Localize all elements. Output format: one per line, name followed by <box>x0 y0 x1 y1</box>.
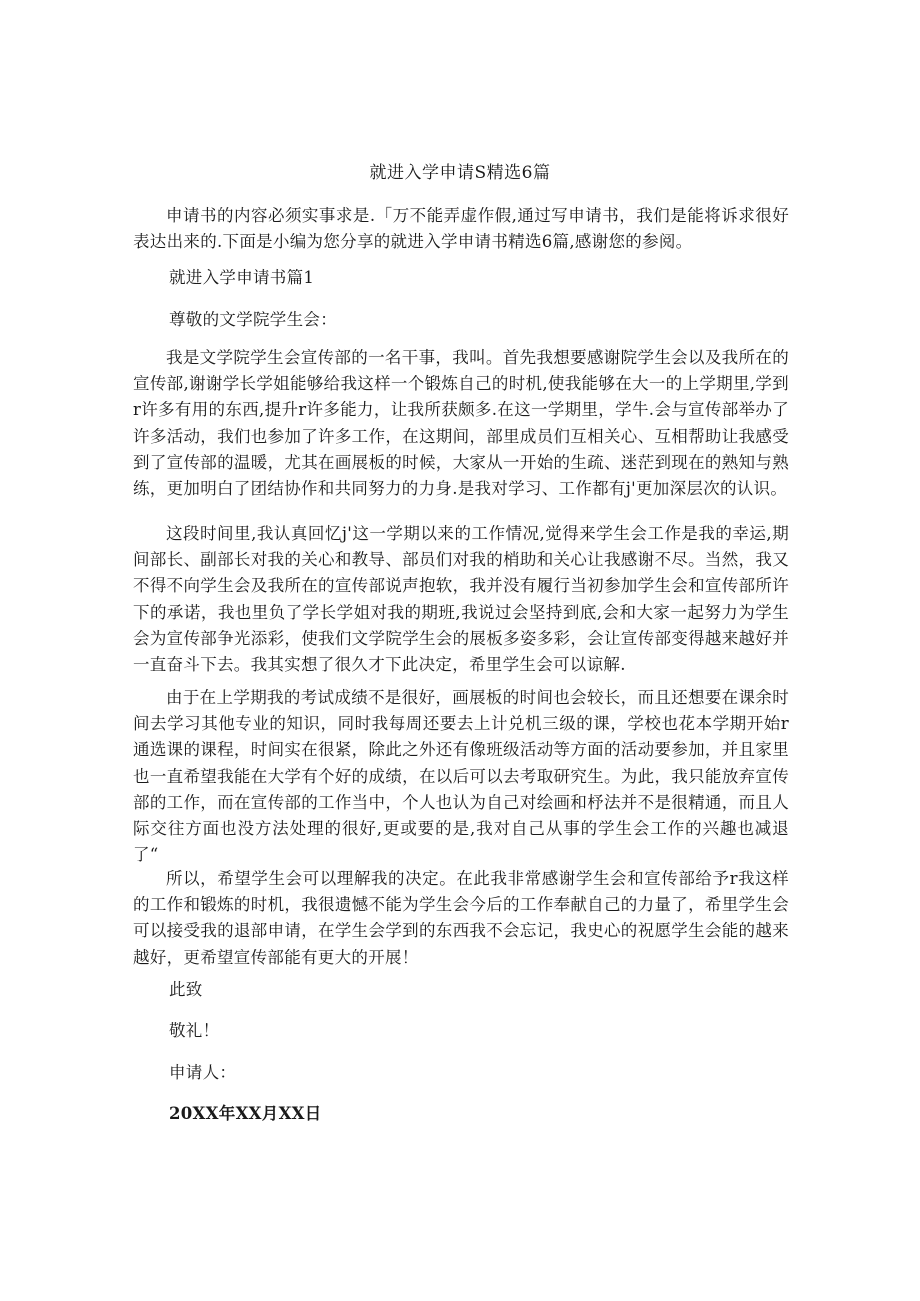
date-line: 20XX年XX月XX日 <box>169 1104 322 1123</box>
body-paragraph-4: 所以，希望学生会可以理解我的决定。在此我非常感谢学生会和宣传部给予r我这样的工作和锻炼的时机，我很遗憾不能为学生会今后的工作奉献自己的力量了，希里学生会可以接受我的退部申请，在学生会学到的东西我不会忘记，我史心的祝愿学生会能的越来越好，更希望宣传部能有更大的开展！ <box>133 869 789 967</box>
body-paragraph-1: 我是文学院学生会宣传部的一名干事，我叫。首先我想要感谢院学生会以及我所在的宣传部,谢谢学长学姐能够给我这样一个锻炼自己的时机,使我能够在大一的上学期里,学到r许多有用的东西,提升r许多能力，让我所获颇多.在这一学期里，学牛.会与宣传部举办了许多活动，我们也参加了许多工作，在这期间，部里成员们互相关心、互相帮助让我感受到了宣传部的温暖，尤其在画展板的时候，大家从一开始的生疏、迷茫到现在的熟知与熟练，更加明白了团结协作和共同努力的力身.是我对学习、工作都有j'更加深层次的认识。 <box>133 348 789 499</box>
closing-line: 此致 <box>169 980 203 999</box>
applicant-line: 申请人： <box>169 1063 237 1082</box>
body-paragraph-3: 由于在上学期我的考试成绩不是很好，画展板的时间也会较长，而且还想要在课余时间去学习其他专业的知识，同时我每周还要去上计兑机三级的课，学校也花本学期开始r通选课的课程，时间实在很紧，除此之外还有像班级活动等方面的活动要参加，并且家里也一直希望我能在大学有个好的成绩，在以后可以去考取研究生。为此，我只能放弃宣传部的工作，而在宣传部的工作当中，个人也认为自己对绘画和杼法并不是很精通，而且人际交往方面也没方法处理的很好,更或要的是,我对自己从事的学生会工作的兴趣也减退了“ <box>133 688 789 865</box>
intro-paragraph: 申请书的内容必须实事求是.「万不能弄虚作假,通过写申请书，我们是能将诉求很好表达出来的.下面是小编为您分享的就进入学申请书精选6篇,感谢您的参阅。 <box>133 206 789 252</box>
section-heading: 就进入学申请书篇1 <box>169 268 315 287</box>
salutation: 尊敬的文学院学生会： <box>169 310 337 329</box>
body-paragraph-2: 这段时间里,我认真回忆j'这一学期以来的工作情况,觉得来学生会工作是我的幸运,期间部长、副部长对我的关心和教导、部员们对我的梢助和关心让我感谢不尽。当然，我又不得不向学生会及我所在的宣传部说声抱软，我并没有履行当初参加学生会和宣传部所许下的承诺，我也里负了学长学姐对我的期班,我说过会坚持到底,会和大家一起努力为学生会为宣传部争光添彩，使我们文学院学生会的展板多姿多彩，会让宣传部变得越来越好并一直奋斗下去。我其实想了很久才下此决定，希里学生会可以谅解. <box>133 524 789 675</box>
document-title: 就进入学申请S精选6篇 <box>369 163 551 183</box>
regards-line: 敬礼！ <box>169 1021 220 1040</box>
